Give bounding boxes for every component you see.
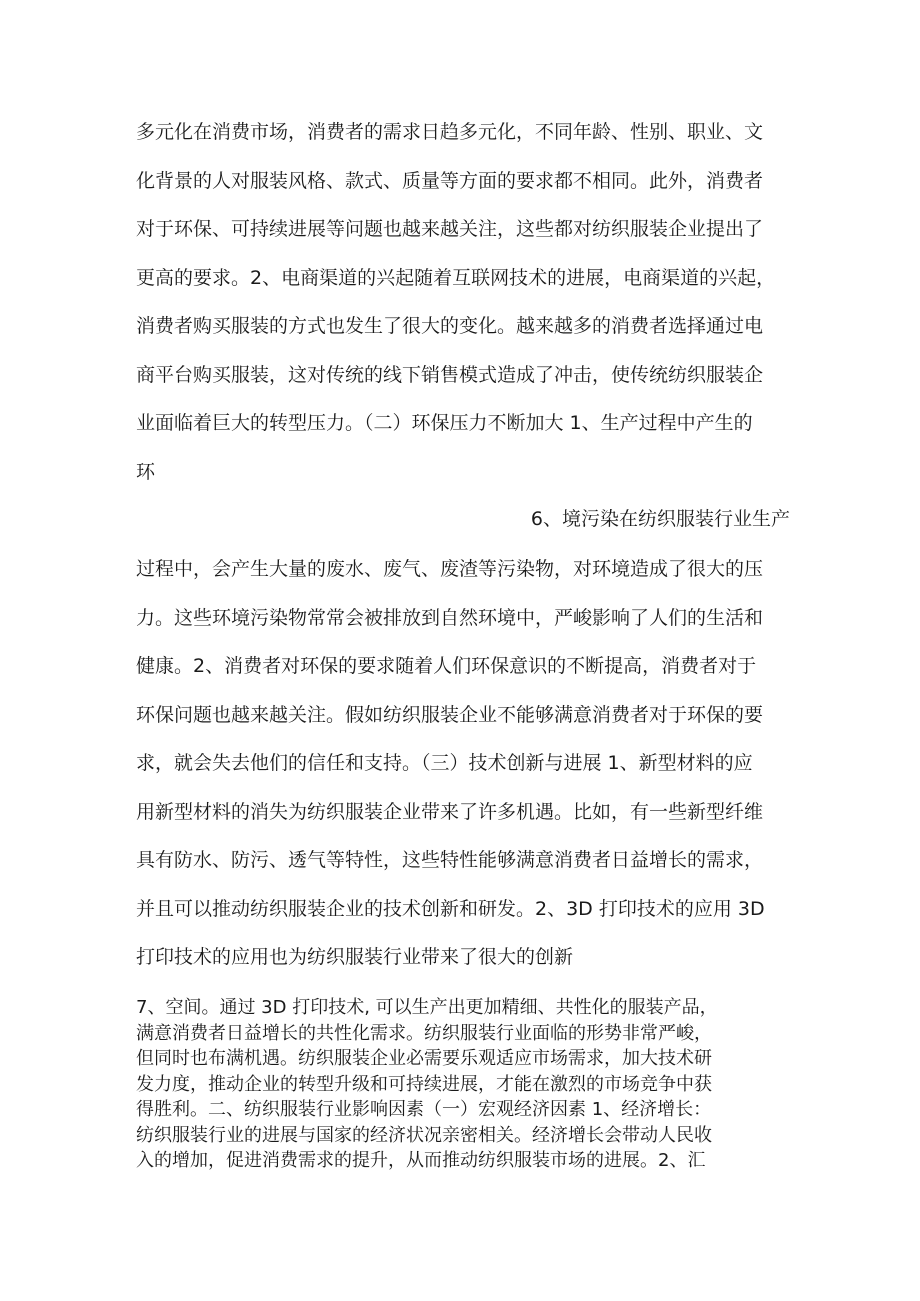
text-line: 多元化在消费市场，消费者的需求日趋多元化，不同年龄、性别、职业、文 (136, 121, 764, 143)
text-line: 对于环保、可持续进展等问题也越来越关注，这些都对纺织服装企业提出了 (136, 218, 764, 240)
text-line: 过程中，会产生大量的废水、废气、废渣等污染物，对环境造成了很大的压 (136, 558, 764, 580)
text-line: 用新型材料的消失为纺织服装企业带来了许多机遇。比如，有一些新型纤维 (136, 800, 764, 823)
text-line: 并且可以推动纺织服装企业的技术创新和研发。2、3D 打印技术的应用 3D (136, 897, 765, 920)
text-line: 满意消费者日益增长的共性化需求。纺织服装行业面临的形势非常严峻， (136, 1022, 712, 1044)
text-line: 环 (136, 460, 156, 483)
text-line: 力。这些环境污染物常常会被排放到自然环境中，严峻影响了人们的生活和 (136, 606, 764, 629)
text-line: 7、空间。通过 3D 打印技术, 可以生产出更加精细、共性化的服装产品， (136, 997, 718, 1018)
text-line: 求，就会失去他们的信任和支持。（三）技术创新与进展 1、新型材料的应 (136, 752, 753, 774)
text-line: 打印技术的应用也为纺织服装行业带来了很大的创新 (136, 946, 574, 968)
section-heading-pollution: 6、境污染在纺织服装行业生产 (530, 508, 790, 530)
text-line: 环保问题也越来越关注。假如纺织服装企业不能够满意消费者对于环保的要 (136, 703, 764, 726)
text-line: 得胜利。二、纺织服装行业影响因素（一）宏观经济因素 1、经济增长： (136, 1099, 712, 1120)
text-line: 但同时也布满机遇。纺织服装企业必需要乐观适应市场需求，加大技术研 (136, 1048, 712, 1069)
paragraph-environment-tech (136, 545, 796, 982)
text-line: 化背景的人对服装风格、款式、质量等方面的要求都不相同。此外，消费者 (136, 169, 764, 192)
text-line: 具有防水、防污、透气等特性，这些特性能够满意消费者日益增长的需求， (136, 849, 764, 871)
text-line: 更高的要求。2、电商渠道的兴起随着互联网技术的进展，电商渠道的兴起， (136, 266, 776, 289)
text-line: 入的增加，促进消费需求的提升，从而推动纺织服装市场的进展。2、汇 (136, 1150, 706, 1171)
paragraph-market-diversity (136, 108, 796, 496)
paragraph-3d-printing-factors (136, 995, 796, 1174)
text-line: 发力度，推动企业的转型升级和可持续进展，才能在激烈的市场竞争中获 (136, 1073, 712, 1095)
text-line: 业面临着巨大的转型压力。（二）环保压力不断加大 1、生产过程中产生的 (136, 412, 753, 434)
text-line: 健康。2、消费者对环保的要求随着人们环保意识的不断提高，消费者对于 (136, 655, 757, 677)
text-line: 纺织服装行业的进展与国家的经济状况亲密相关。经济增长会带动人民收 (136, 1124, 712, 1146)
text-line: 消费者购买服装的方式也发生了很大的变化。越来越多的消费者选择通过电 (136, 315, 764, 337)
text-line: 商平台购买服装，这对传统的线下销售模式造成了冲击，使传统纺织服装企 (136, 363, 764, 386)
